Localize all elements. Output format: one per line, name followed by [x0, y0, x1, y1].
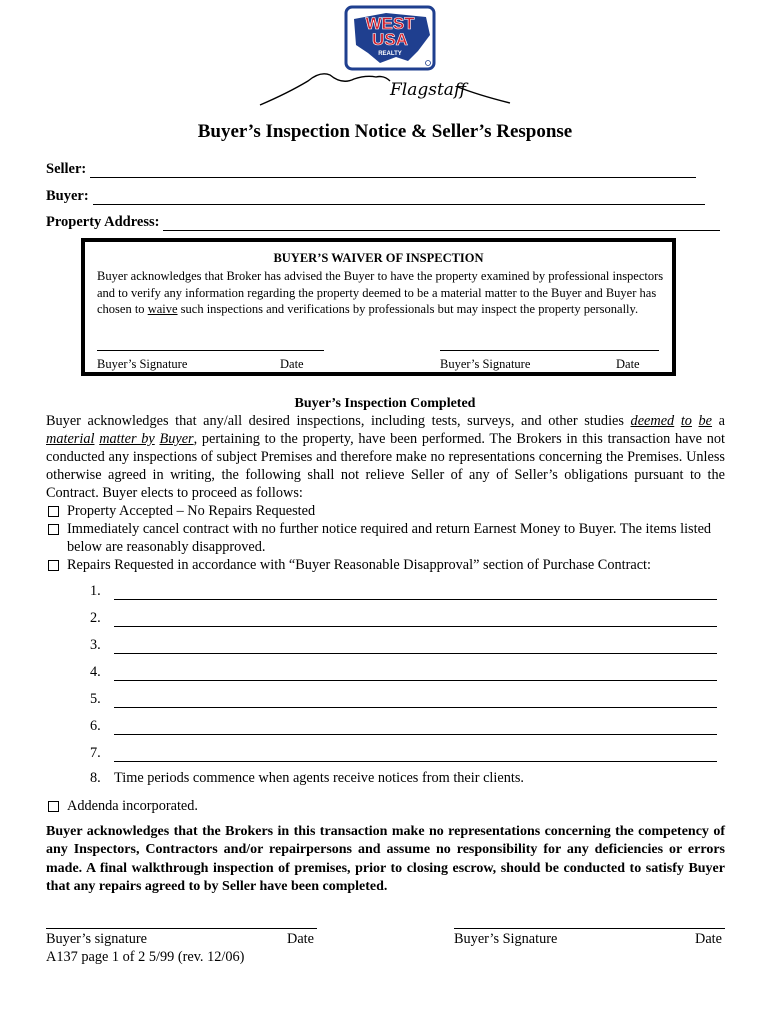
- seller-field[interactable]: [46, 161, 696, 178]
- repair-item-row[interactable]: [90, 610, 717, 627]
- checkbox-property-accepted[interactable]: [48, 506, 59, 517]
- item-8-number: 8.: [90, 770, 101, 786]
- inspection-section-title: Buyer’s Inspection Completed: [294, 396, 476, 411]
- repair-item-number: 7.: [90, 745, 101, 761]
- repair-item-number: 5.: [90, 691, 101, 707]
- brokers-acknowledgement: Buyer acknowledges that the Brokers in this transaction make no representations concerning the competency of any Inspectors, Contractors and/or repairpersons and assume no responsibility for any deficiencies or errors made. A final walkthrough inspection of premises, prior to closing escrow, should be conducted to satisfy Buyer that any repairs agreed to by Seller have been completed.: [46, 824, 725, 894]
- buyer-field[interactable]: [46, 188, 705, 205]
- para-to: to: [680, 413, 692, 429]
- footer-date-label-1: Date: [287, 931, 314, 947]
- waiver-text-b: such inspections and verifications by professionals but may inspect the property personally.: [177, 302, 639, 317]
- waiver-signature-label-1: Buyer’s Signature: [97, 357, 188, 371]
- para-a: a: [718, 413, 725, 429]
- waiver-title: BUYER’S WAIVER OF INSPECTION: [273, 251, 484, 265]
- option-cancel-contract[interactable]: [46, 520, 725, 556]
- option-addenda[interactable]: [46, 797, 725, 815]
- logo-flagstaff: Flagstaff: [390, 80, 466, 100]
- repair-item-line[interactable]: [114, 751, 717, 762]
- repair-item-row[interactable]: [90, 745, 717, 762]
- inspection-paragraph: [46, 412, 725, 502]
- checkbox-cancel-contract[interactable]: [48, 524, 59, 535]
- item-8-text: Time periods commence when agents receive notices from their clients.: [114, 770, 524, 786]
- option-label-addenda: Addenda incorporated.: [67, 798, 199, 814]
- repair-item-line[interactable]: [114, 616, 717, 627]
- time-periods-note: [90, 770, 717, 787]
- option-label-accepted: Property Accepted – No Repairs Requested: [67, 503, 316, 519]
- repair-item-number: 2.: [90, 610, 101, 626]
- repair-item-row[interactable]: [90, 664, 717, 681]
- property-address-field[interactable]: [46, 214, 720, 231]
- repair-item-number: 4.: [90, 664, 101, 680]
- footer-signature-line-1[interactable]: [46, 928, 317, 929]
- repair-item-number: 1.: [90, 583, 101, 599]
- para-part-a: Buyer acknowledges that any/all desired inspections, including tests, surveys, and other studies: [46, 413, 631, 429]
- option-label-repairs: Repairs Requested in accordance with “Buyer Reasonable Disapproval” section of Purchase Contract:: [67, 557, 651, 573]
- repair-item-row[interactable]: [90, 691, 717, 708]
- repair-item-row[interactable]: [90, 637, 717, 654]
- footer-signature-label-2: Buyer’s Signature: [454, 931, 558, 947]
- option-repairs-requested[interactable]: [46, 556, 725, 574]
- seller-label: Seller:: [46, 161, 87, 177]
- waiver-date-label-2: Date: [616, 357, 640, 371]
- option-property-accepted[interactable]: [46, 502, 725, 520]
- repair-item-line[interactable]: [114, 697, 717, 708]
- waiver-signature-line-1[interactable]: [97, 350, 324, 351]
- repair-item-line[interactable]: [114, 670, 717, 681]
- repair-item-number: 6.: [90, 718, 101, 734]
- property-address-label: Property Address:: [46, 214, 160, 230]
- waiver-date-label-1: Date: [280, 357, 304, 371]
- logo-west: WEST: [365, 14, 415, 33]
- logo-graphic: [258, 5, 514, 110]
- buyer-input-line[interactable]: [93, 192, 705, 205]
- waiver-text-a: Buyer acknowledges that Broker has advised the Buyer to have the property examined by professional inspectors and to verify any information regarding the property deemed to be a material matter to the Buyer and Buyer has chosen to: [97, 269, 664, 317]
- page-title: Buyer’s Inspection Notice & Seller’s Response: [197, 121, 573, 142]
- checkbox-repairs-requested[interactable]: [48, 560, 59, 571]
- para-deemed: deemed: [630, 413, 675, 429]
- repair-item-row[interactable]: [90, 718, 717, 735]
- waiver-signature-label-2: Buyer’s Signature: [440, 357, 531, 371]
- footer-signature-label-1: Buyer’s signature: [46, 931, 147, 947]
- waiver-text-waive: waive: [147, 302, 178, 317]
- para-matter-by: matter by: [99, 431, 155, 447]
- waiver-text: [97, 268, 665, 318]
- waiver-box: [81, 238, 676, 376]
- para-material: material: [46, 431, 95, 447]
- west-usa-realty-logo: [258, 5, 514, 110]
- footer-signature-line-2[interactable]: [454, 928, 725, 929]
- repair-item-row[interactable]: [90, 583, 717, 600]
- checkbox-addenda[interactable]: [48, 801, 59, 812]
- logo-realty: REALTY: [378, 51, 402, 57]
- waiver-signature-line-2[interactable]: [440, 350, 659, 351]
- buyer-label: Buyer:: [46, 188, 89, 204]
- form-id: A137 page 1 of 2 5/99 (rev. 12/06): [46, 949, 245, 965]
- property-address-input-line[interactable]: [163, 218, 720, 231]
- footer-date-label-2: Date: [695, 931, 722, 947]
- repair-item-line[interactable]: [114, 643, 717, 654]
- repair-item-number: 3.: [90, 637, 101, 653]
- repair-item-line[interactable]: [114, 589, 717, 600]
- seller-input-line[interactable]: [90, 165, 696, 178]
- repair-item-line[interactable]: [114, 724, 717, 735]
- para-part-b: , pertaining to the property, have been performed. The Brokers in this transaction have not conducted any inspections of subject Premises and therefore make no representations concerning the Premises. Unless otherwise agreed in writing, the following shall not relieve Seller of any of Seller’s obligations pursuant to the Contract. Buyer elects to proceed as follows:: [46, 431, 726, 501]
- para-be: be: [698, 413, 713, 429]
- para-buyer: Buyer: [159, 431, 194, 447]
- option-label-cancel: Immediately cancel contract with no further notice required and return Earnest Money to Buyer. The items listed below are reasonably disapproved.: [67, 521, 712, 555]
- logo-usa: USA: [372, 30, 408, 49]
